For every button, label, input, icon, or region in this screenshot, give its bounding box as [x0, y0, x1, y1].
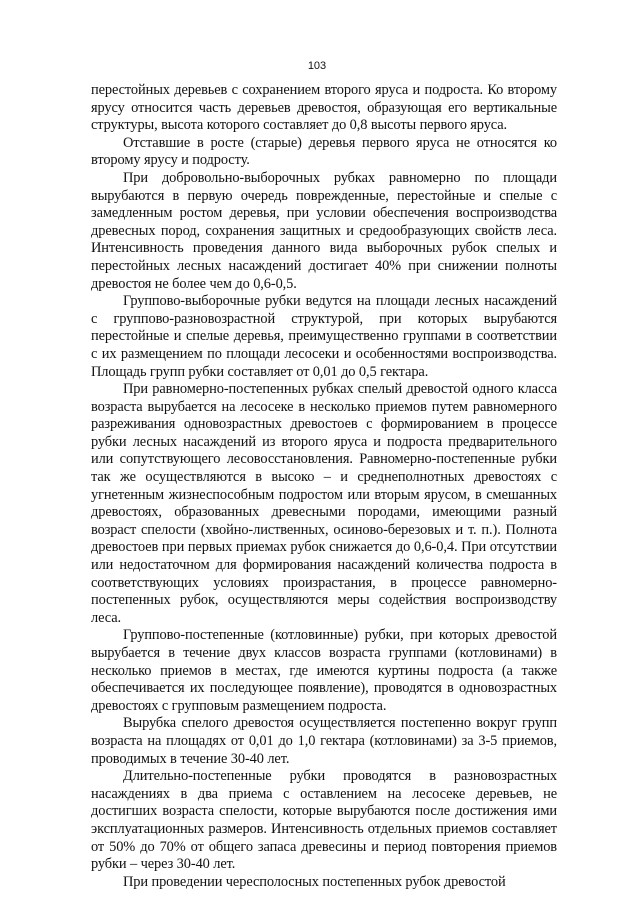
- paragraph-5: При равномерно-постепенных рубках спелый древостой одного класса возраста вырубается на лесосеке в несколько приемов путем равномерного разреживания одновозрастных древостоев с формированием в процессе рубки лесных насаждений из второго яруса и подроста предварительного или сопутствующего лесовосстановления. Равномерно-постепенные рубки так же осуществляются в высоко – и среднеполнотных древостоях с угнетенным жизнеспособным подростом или вторым ярусом, в смешанных древостоях, образованных древесными породами, имеющими разный возраст спелости (хвойно-лиственных, осиново-березовых и т. п.). Полнота древостоев при первых приемах рубок снижается до 0,6-0,4. При отсутствии или недостаточном для формирования насаждений количества подроста в соответствующих условиях произрастания, в процессе равномерно-постепенных рубок, осуществляются меры содействия воспроизводству леса.: [91, 381, 557, 626]
- page-number: 103: [307, 60, 327, 72]
- paragraph-6: Группово-постепенные (котловинные) рубки, при которых древостой вырубается в течение двух классов возраста группами (котловинами) в несколько приемов в местах, где имеются куртины подроста (а также обеспечивается их последующее появление), проводятся в одновозрастных древостоях с групповым размещением подроста.: [91, 627, 557, 714]
- paragraph-9: При проведении чересполосных постепенных рубок древостой: [123, 873, 506, 890]
- paragraph-3: При добровольно-выборочных рубках равномерно по площади вырубаются в первую очередь поврежденные, перестойные и спелые с замедленным ростом деревья, при условии обеспечения воспроизводства древесных пород, сохранения защитных и средообразующих свойств леса. Интенсивность проведения данного вида выборочных рубок спелых и перестойных лесных насаждений достигает 40% при снижении полноты древостоя не более чем до 0,6-0,5.: [91, 169, 557, 292]
- paragraph-8: Длительно-постепенные рубки проводятся в разновозрастных насаждениях в два приема с оставлением на лесосеке деревьев, не достигших возраста спелости, которые вырубаются после достижения ими эксплуатационных размеров. Интенсивность отдельных приемов составляет от 50% до 70% от общего запаса древесины и период повторения приемов рубки – через 30-40 лет.: [91, 768, 557, 873]
- paragraph-1: перестойных деревьев с сохранением второго яруса и подроста. Ко второму ярусу относится часть деревьев древостоя, образующая его вертикальные структуры, высота которого составляет до 0,8 высоты первого яруса.: [91, 82, 557, 134]
- paragraph-7: Вырубка спелого древостоя осуществляется постепенно вокруг групп возраста на площадях от 0,01 до 1,0 гектара (котловинами) за 3-5 приемов, проводимых в течение 30-40 лет.: [91, 715, 557, 767]
- paragraph-2: Отставшие в росте (старые) деревья первого яруса не относятся ко второму ярусу и подросту.: [91, 134, 557, 169]
- text-body: [91, 82, 557, 891]
- paragraph-4: Группово-выборочные рубки ведутся на площади лесных насаждений с группово-разновозрастной структурой, при которых вырубаются перестойные и спелые деревья, преимущественно группами в соответствии с их размещением по площади лесосеки и особенностями воспроизводства. Площадь групп рубки составляет от 0,01 до 0,5 гектара.: [91, 293, 557, 380]
